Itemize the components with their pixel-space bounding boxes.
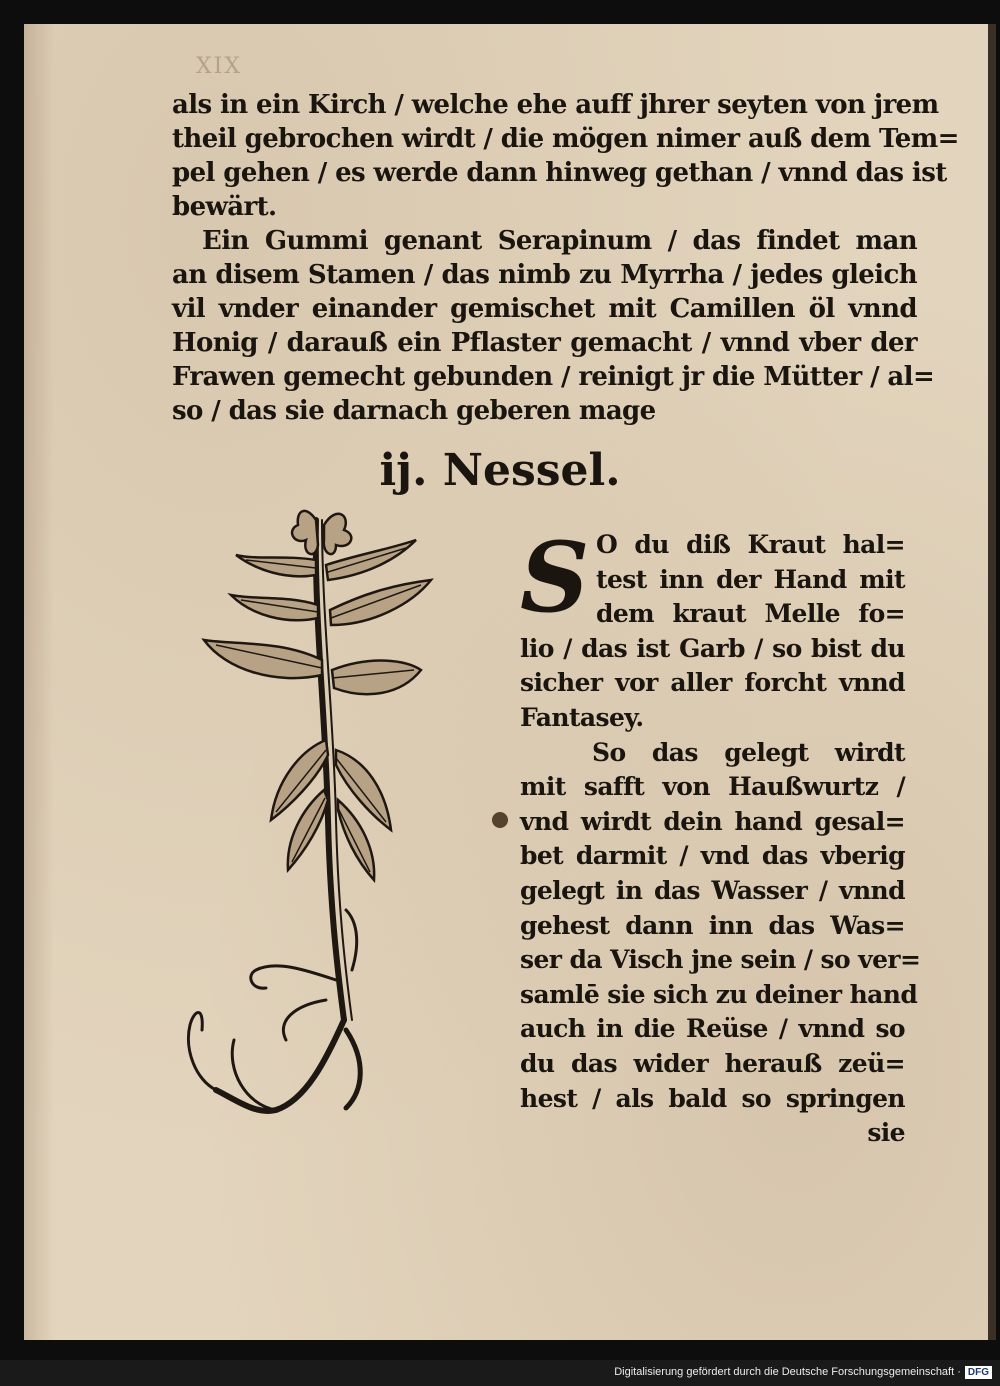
text-line: als in ein Kirch / welche ehe auff jhrer seyten von jrem xyxy=(172,90,939,120)
text-line: pel gehen / es werde dann hinweg gethan / vnnd das ist xyxy=(172,158,947,188)
drop-cap: S xyxy=(520,521,590,634)
section-heading: ij. Nessel. xyxy=(379,445,621,496)
text-line: Ein Gummi genant Serapinum / das findet man xyxy=(202,226,917,256)
paragraph-continuation xyxy=(172,88,959,224)
text-line: O du diß Kraut hal= xyxy=(596,530,905,559)
ink-stain xyxy=(492,812,508,828)
text-line: mit safft von Haußwurtz / xyxy=(520,772,905,802)
nettle-text-column xyxy=(520,521,921,1151)
text-line: Frawen gemecht gebunden / reinigt jr die Mütter / al= xyxy=(172,362,935,392)
nettle-woodcut-illustration xyxy=(176,500,456,1140)
catchword: sie xyxy=(867,1118,905,1148)
text-line: gelegt in das Wasser / vnnd xyxy=(520,875,905,905)
credit-text: Digitalisierung gefördert durch die Deutsche Forschungsgemeinschaft · xyxy=(614,1366,961,1378)
text-line: auch in die Reüse / vnnd so xyxy=(520,1014,905,1044)
faded-folio-number: XIX xyxy=(196,54,243,79)
text-line: Fantasey. xyxy=(520,702,644,732)
text-line: so / das sie darnach geberen mage xyxy=(172,396,656,426)
text-line: bet darmit / vnd das vberig xyxy=(520,841,905,871)
text-line: hest / als bald so springen xyxy=(520,1083,905,1113)
text-line: vil vnder einander gemischet mit Camillen öl vnnd xyxy=(172,294,917,324)
text-line: bewärt. xyxy=(172,192,277,222)
text-line: an disem Stamen / das nimb zu Myrrha / jedes gleich xyxy=(172,260,917,290)
page-spine-edge xyxy=(988,24,996,1340)
text-line: theil gebrochen wirdt / die mögen nimer auß dem Tem= xyxy=(172,124,959,154)
text-line: samlē sie sich zu deiner hand xyxy=(520,979,918,1009)
text-line: Honig / darauß ein Pflaster gemacht / vnnd vber der xyxy=(172,328,917,358)
digitization-credit xyxy=(614,1366,992,1379)
paragraph-serapinum xyxy=(172,224,935,428)
text-line: du das wider herauß zeü= xyxy=(520,1048,905,1078)
text-line: ser da Visch jne sein / so ver= xyxy=(520,945,921,975)
dfg-logo: DFG xyxy=(965,1366,992,1379)
text-line: dem kraut Melle fo= xyxy=(596,599,905,629)
text-line: So das gelegt wirdt xyxy=(592,737,905,767)
text-line: test inn der Hand mit xyxy=(596,564,905,594)
text-line: lio / das ist Garb / so bist du xyxy=(520,633,905,663)
text-line: sicher vor aller forcht vnnd xyxy=(520,668,905,698)
text-line: vnd wirdt dein hand gesal= xyxy=(520,806,905,836)
text-line: gehest dann inn das Was= xyxy=(520,910,905,940)
